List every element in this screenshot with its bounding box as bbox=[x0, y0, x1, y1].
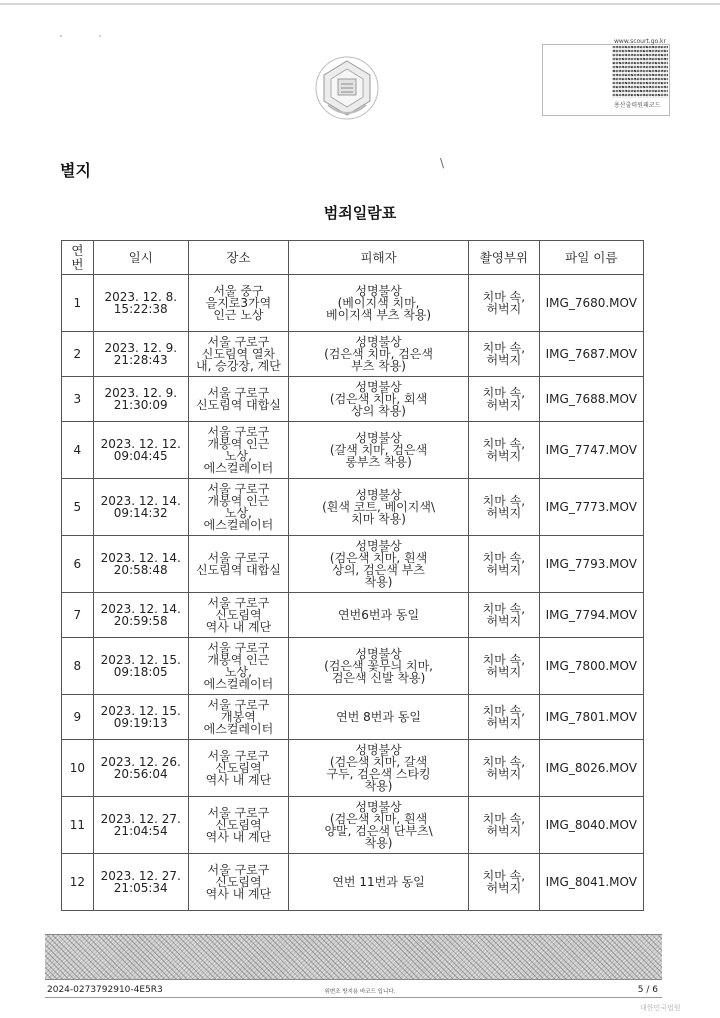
cell-body-part: 치마 속, 허벅지 bbox=[469, 797, 540, 854]
cell-file-name: IMG_7687.MOV bbox=[539, 332, 643, 377]
cell-body-part: 치마 속, 허벅지 bbox=[469, 695, 540, 740]
cell-datetime: 2023. 12. 15. 09:19:13 bbox=[93, 695, 188, 740]
cell-body-part: 치마 속, 허벅지 bbox=[469, 377, 540, 422]
cell-place: 서울 구로구 개봉역 인근 노상, 에스컬레이터 bbox=[188, 479, 288, 536]
cell-row-number: 12 bbox=[62, 854, 94, 911]
cell-datetime: 2023. 12. 27. 21:05:34 bbox=[93, 854, 188, 911]
cell-body-part: 치마 속, 허벅지 bbox=[469, 479, 540, 536]
stray-mark: \ bbox=[440, 156, 445, 170]
cell-file-name: IMG_7680.MOV bbox=[539, 275, 643, 332]
table-header-row bbox=[62, 241, 644, 275]
cell-victim: 성명불상 (베이지색 치마, 베이지색 부츠 착용) bbox=[289, 275, 469, 332]
cell-body-part: 치마 속, 허벅지 bbox=[469, 332, 540, 377]
cell-row-number: 9 bbox=[62, 695, 94, 740]
table-row bbox=[62, 797, 644, 854]
scan-mark: ' bbox=[99, 34, 101, 42]
col-header-no: 연 번 bbox=[62, 241, 94, 275]
cell-row-number: 7 bbox=[62, 593, 94, 638]
cell-victim: 성명불상 (검은색 치마, 검은색 부츠 착용) bbox=[289, 332, 469, 377]
cell-row-number: 5 bbox=[62, 479, 94, 536]
cell-file-name: IMG_8041.MOV bbox=[539, 854, 643, 911]
cell-file-name: IMG_7793.MOV bbox=[539, 536, 643, 593]
table-row bbox=[62, 740, 644, 797]
scan-mark: ' bbox=[60, 34, 62, 42]
cell-place: 서울 구로구 개봉역 에스컬레이터 bbox=[188, 695, 288, 740]
cell-place: 서울 구로구 신도림역 열차 내, 승강장, 계단 bbox=[188, 332, 288, 377]
col-header-place: 장소 bbox=[188, 241, 288, 275]
qr-url: www.scourt.go.kr bbox=[614, 38, 666, 45]
top-rule bbox=[0, 3, 720, 5]
cell-victim: 성명불상 (검은색 치마, 흰색 상의, 검은색 부츠 착용) bbox=[289, 536, 469, 593]
cell-row-number: 10 bbox=[62, 740, 94, 797]
cell-place: 서울 구로구 신도림역 대합실 bbox=[188, 377, 288, 422]
cell-datetime: 2023. 12. 8. 15:22:38 bbox=[93, 275, 188, 332]
col-header-body-part: 촬영부위 bbox=[469, 241, 540, 275]
qr-code-icon bbox=[612, 46, 668, 98]
cell-row-number: 8 bbox=[62, 638, 94, 695]
cell-row-number: 3 bbox=[62, 377, 94, 422]
cell-place: 서울 구로구 신도림역 역사 내 계단 bbox=[188, 740, 288, 797]
table-row bbox=[62, 332, 644, 377]
cell-datetime: 2023. 12. 26. 20:56:04 bbox=[93, 740, 188, 797]
table-row bbox=[62, 854, 644, 911]
cell-place: 서울 중구 을지로3가역 인근 노상 bbox=[188, 275, 288, 332]
footer-rule bbox=[45, 997, 662, 998]
cell-body-part: 치마 속, 허벅지 bbox=[469, 422, 540, 479]
cell-file-name: IMG_7800.MOV bbox=[539, 638, 643, 695]
cell-place: 서울 구로구 신도림역 대합실 bbox=[188, 536, 288, 593]
cell-file-name: IMG_7773.MOV bbox=[539, 479, 643, 536]
cell-body-part: 치마 속, 허벅지 bbox=[469, 275, 540, 332]
qr-caption: 용산출력원패코드 bbox=[614, 102, 661, 109]
col-header-datetime: 일시 bbox=[93, 241, 188, 275]
cell-datetime: 2023. 12. 14. 09:14:32 bbox=[93, 479, 188, 536]
cell-datetime: 2023. 12. 12. 09:04:45 bbox=[93, 422, 188, 479]
anti-forgery-barcode bbox=[45, 934, 662, 980]
cell-row-number: 1 bbox=[62, 275, 94, 332]
cell-body-part: 치마 속, 허벅지 bbox=[469, 536, 540, 593]
page-number: 5 / 6 bbox=[637, 985, 658, 995]
document-id: 2024-0273792910-4E5R3 bbox=[47, 985, 163, 995]
cell-place: 서울 구로구 개봉역 인근 노상, 에스컬레이터 bbox=[188, 422, 288, 479]
cell-file-name: IMG_7801.MOV bbox=[539, 695, 643, 740]
cell-place: 서울 구로구 신도림역 역사 내 계단 bbox=[188, 854, 288, 911]
table-row bbox=[62, 377, 644, 422]
cell-file-name: IMG_8026.MOV bbox=[539, 740, 643, 797]
table-row bbox=[62, 593, 644, 638]
cell-row-number: 2 bbox=[62, 332, 94, 377]
cell-place: 서울 구로구 신도림역 역사 내 계단 bbox=[188, 797, 288, 854]
cell-place: 서울 구로구 신도림역 역사 내 계단 bbox=[188, 593, 288, 638]
cell-row-number: 6 bbox=[62, 536, 94, 593]
court-name: 대한민국법원 bbox=[640, 1004, 681, 1012]
table-row bbox=[62, 536, 644, 593]
cell-row-number: 4 bbox=[62, 422, 94, 479]
cell-victim: 성명불상 (검은색 치마, 회색 상의 착용) bbox=[289, 377, 469, 422]
table-row bbox=[62, 275, 644, 332]
col-header-file-name: 파일 이름 bbox=[539, 241, 643, 275]
cell-victim: 연번6번과 동일 bbox=[289, 593, 469, 638]
table-row bbox=[62, 638, 644, 695]
cell-victim: 성명불상 (검은색 치마, 갈색 구두, 검은색 스타킹 착용) bbox=[289, 740, 469, 797]
page-title: 범죄일람표 bbox=[323, 204, 397, 222]
cell-datetime: 2023. 12. 9. 21:30:09 bbox=[93, 377, 188, 422]
crime-table bbox=[61, 240, 644, 911]
cell-datetime: 2023. 12. 14. 20:59:58 bbox=[93, 593, 188, 638]
cell-victim: 성명불상 (검은색 꽃무늬 치마, 검은색 신발 착용) bbox=[289, 638, 469, 695]
cell-datetime: 2023. 12. 14. 20:58:48 bbox=[93, 536, 188, 593]
cell-datetime: 2023. 12. 27. 21:04:54 bbox=[93, 797, 188, 854]
cell-victim: 성명불상 (검은색 치마, 흰색 양말, 검은색 단부츠\ 착용) bbox=[289, 797, 469, 854]
cell-datetime: 2023. 12. 9. 21:28:43 bbox=[93, 332, 188, 377]
table-row bbox=[62, 422, 644, 479]
table-row bbox=[62, 695, 644, 740]
cell-victim: 성명불상 (흰색 코트, 베이지색\ 치마 착용) bbox=[289, 479, 469, 536]
cell-body-part: 치마 속, 허벅지 bbox=[469, 593, 540, 638]
cell-body-part: 치마 속, 허벅지 bbox=[469, 638, 540, 695]
cell-victim: 연번 11번과 동일 bbox=[289, 854, 469, 911]
cell-datetime: 2023. 12. 15. 09:18:05 bbox=[93, 638, 188, 695]
cell-body-part: 치마 속, 허벅지 bbox=[469, 740, 540, 797]
cell-body-part: 치마 속, 허벅지 bbox=[469, 854, 540, 911]
court-seal-icon bbox=[314, 55, 380, 121]
section-label: 별지 bbox=[60, 161, 91, 180]
cell-file-name: IMG_8040.MOV bbox=[539, 797, 643, 854]
cell-place: 서울 구로구 개봉역 인근 노상, 에스컬레이터 bbox=[188, 638, 288, 695]
cell-file-name: IMG_7688.MOV bbox=[539, 377, 643, 422]
col-header-victim: 피해자 bbox=[289, 241, 469, 275]
cell-row-number: 11 bbox=[62, 797, 94, 854]
cell-file-name: IMG_7747.MOV bbox=[539, 422, 643, 479]
cell-victim: 성명불상 (갈색 치마, 검은색 롱부츠 착용) bbox=[289, 422, 469, 479]
barcode-note: 위변조 방지용 바코드 입니다. bbox=[324, 989, 396, 995]
table-row bbox=[62, 479, 644, 536]
cell-victim: 연번 8번과 동일 bbox=[289, 695, 469, 740]
cell-file-name: IMG_7794.MOV bbox=[539, 593, 643, 638]
